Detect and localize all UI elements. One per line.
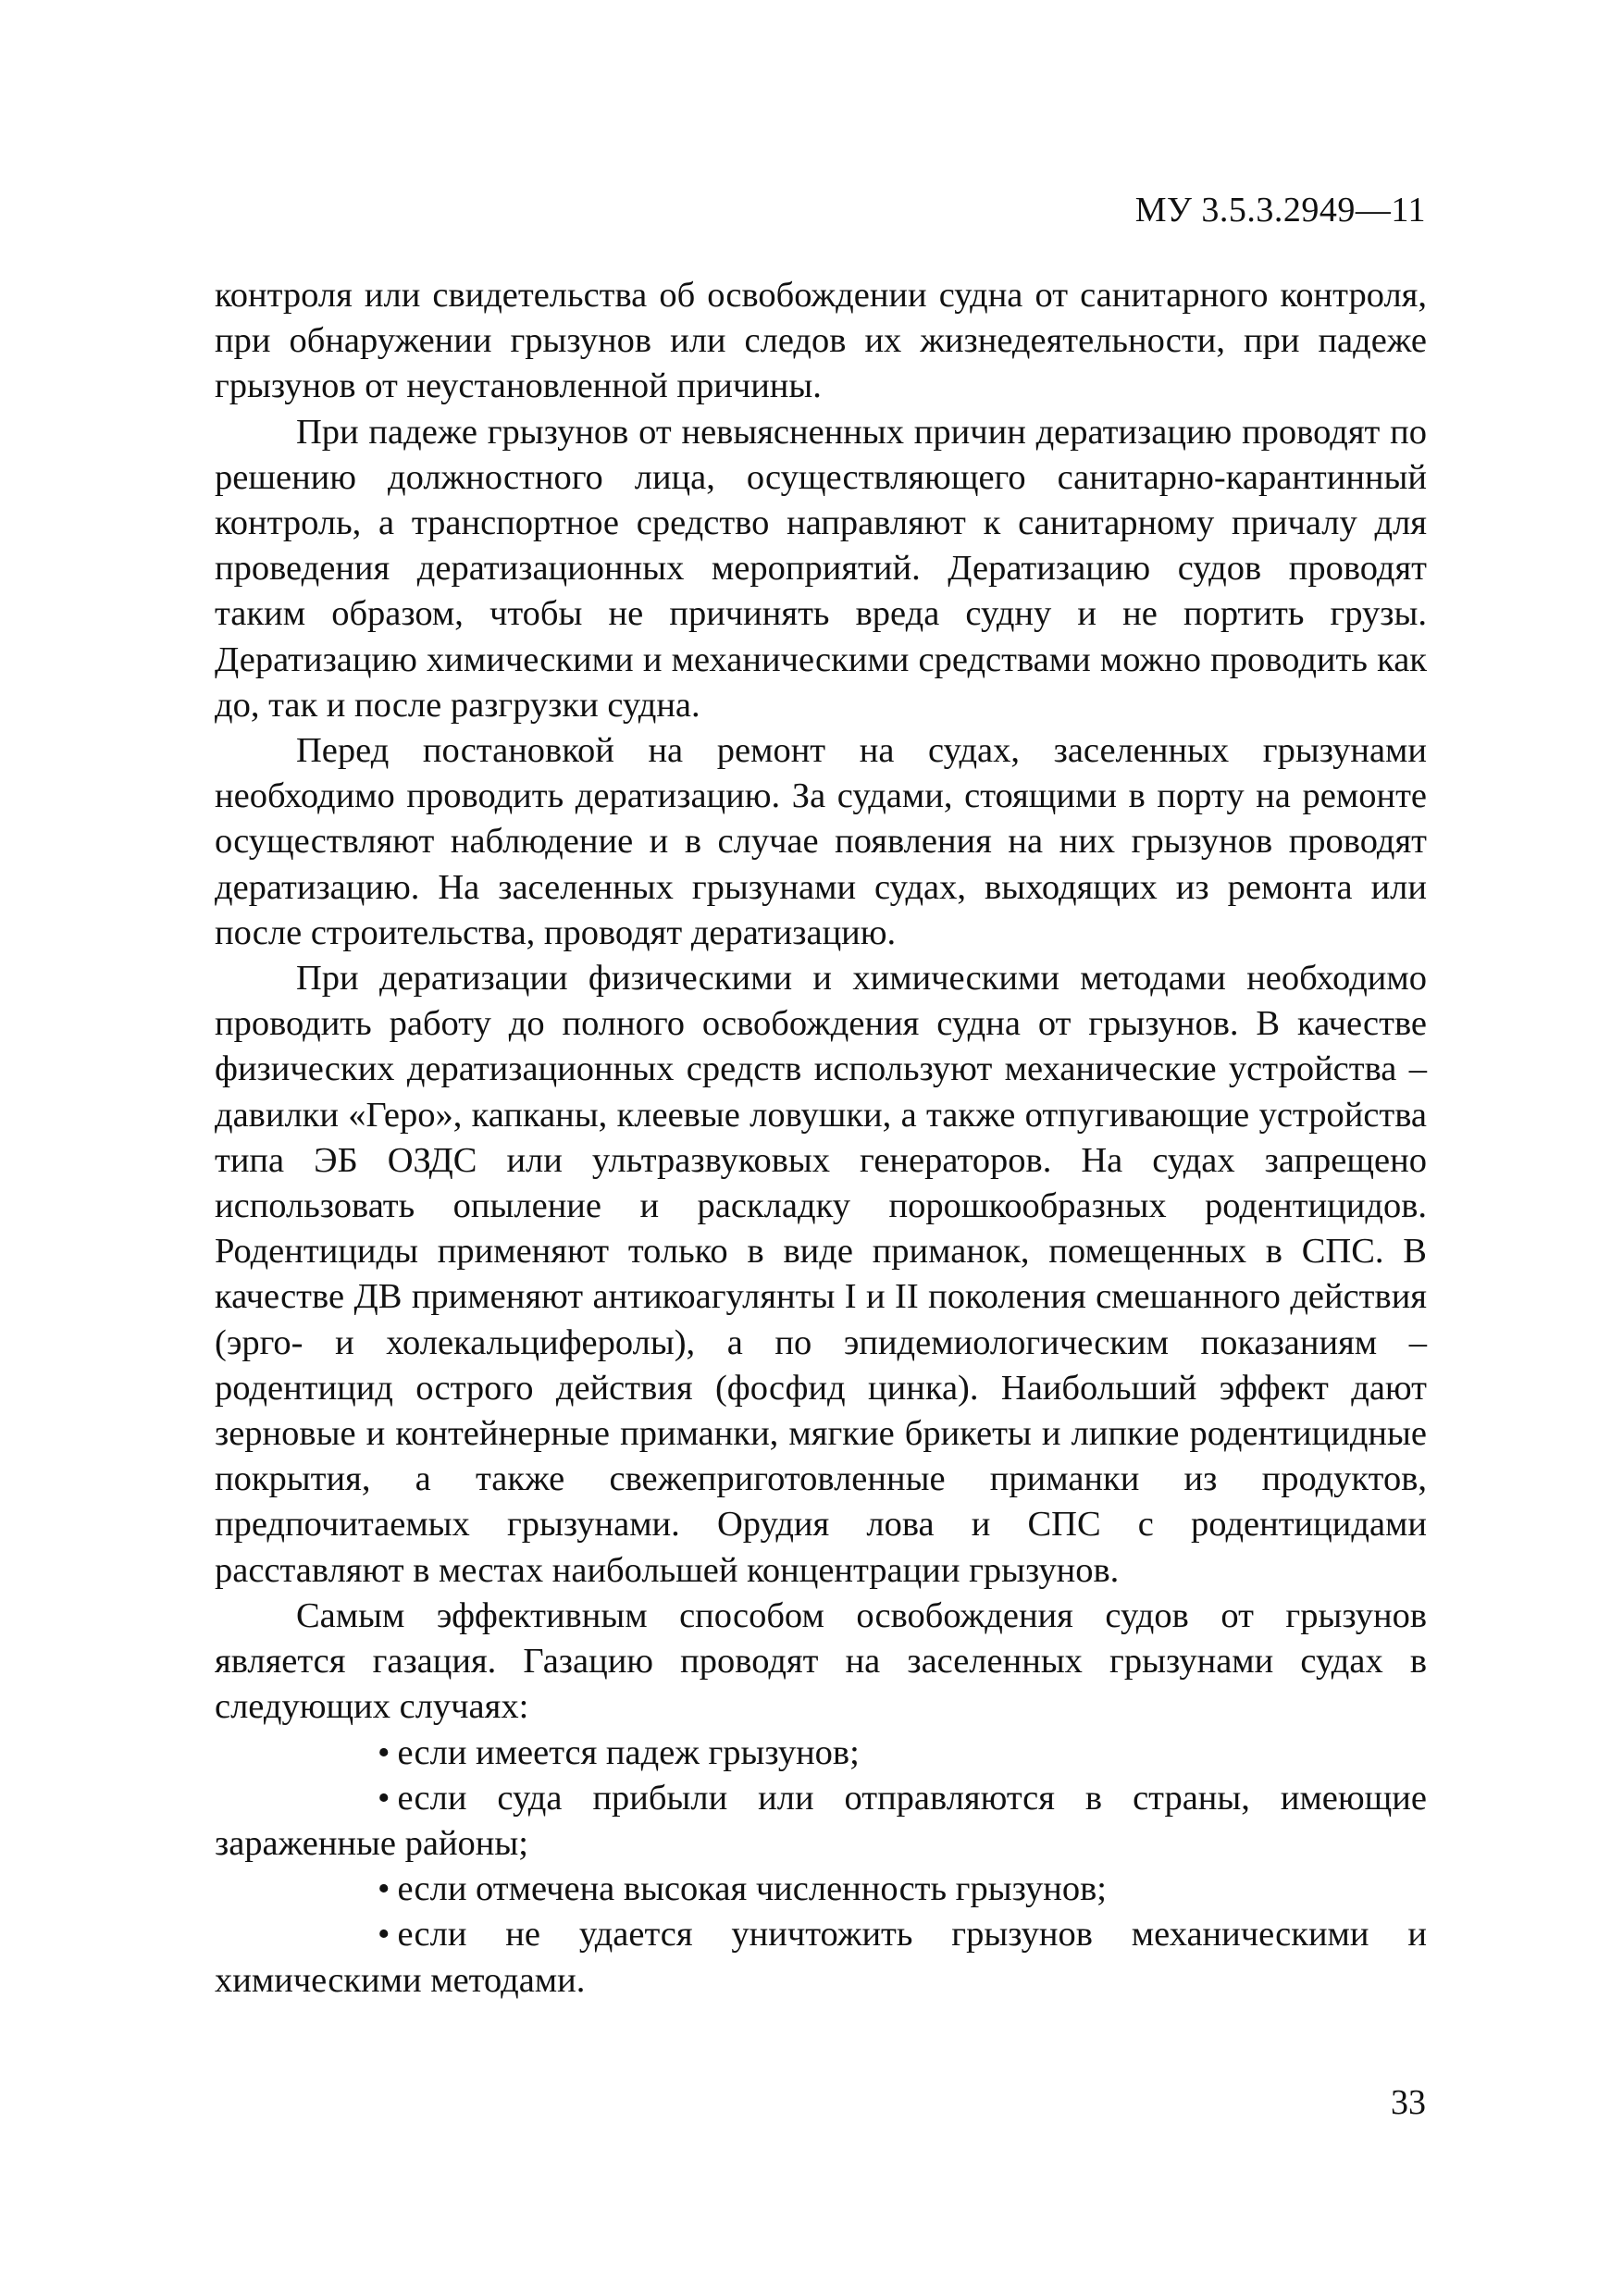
paragraph-repair-deratization: Перед постановкой на ремонт на судах, заселенных грызунами необходимо проводить дератизацию. За судами, стоящими в порту на ремонте осуществляют наблюдение и в случае появления на них грызунов проводят дератизацию. На заселенных грызунами судах, выходящих из ремонта или после строительства, проводят дератизацию. bbox=[215, 731, 1427, 952]
paragraph-deratization-decision: При падеже грызунов от невыясненных причин дератизацию проводят по решению должностного лица, осуществляющего санитарно-карантинный контроль, а транспортное средство направляют к санитарному причалу для проведения дератизационных мероприятий. Дератизацию судов проводят таким образом, чтобы не причинять вреда судну и не портить грузы. Дератизацию химическими и механическими средствами можно проводить как до, так и после разгрузки судна. bbox=[215, 412, 1427, 725]
document-code-header: МУ 3.5.3.2949—11 bbox=[1134, 191, 1426, 230]
bullet-text: если отмечена высокая численность грызунов; bbox=[397, 1869, 1107, 1909]
paragraph-physical-chemical-methods: При дератизации физическими и химическими методами необходимо проводить работу до полного освобождения судна от грызунов. В качестве физических дератизационных средств используют механические устройства – давилки «Геро», капканы, клеевые ловушки, а также отпугивающие устройства типа ЭБ ОЗДС или ультразвуковых генераторов. На судах запрещено использовать опыление и раскладку порошкообразных родентицидов. Родентициды применяют только в виде приманок, помещенных в СПС. В качестве ДВ применяют антикоагулянты I и II поколения смешанного действия (эрго- и холекальциферолы), а по эпидемиологическим показаниям – родентицид острого действия (фосфид цинка). Наибольший эффект дают зерновые и контейнерные приманки, мягкие брикеты и липкие родентицидные покрытия, а также свежеприготовленные приманки из продуктов, предпочитаемых грызунами. Орудия лова и СПС с родентицидами расставляют в местах наибольшей концентрации грызунов. bbox=[215, 959, 1427, 1590]
bullet-item bbox=[215, 1867, 1427, 1912]
paragraph-continuation: контроля или свидетельства об освобождении судна от санитарного контроля, при обнаружении грызунов или следов их жизнедеятельности, при падеже грызунов от неустановленной причины. bbox=[215, 276, 1427, 406]
bullet-item bbox=[215, 1731, 1427, 1776]
bullet-icon: • bbox=[378, 1869, 390, 1909]
bullet-item bbox=[215, 1912, 1427, 2003]
document-body bbox=[215, 273, 1427, 2004]
bullet-icon: • bbox=[378, 1778, 390, 1818]
bullet-text: если имеется падеж грызунов; bbox=[397, 1732, 860, 1772]
bullet-text: если не удается уничтожить грызунов механическими и химическими методами. bbox=[215, 1915, 1427, 2000]
paragraph-gassing: Самым эффективным способом освобождения судов от грызунов является газация. Газацию проводят на заселенных грызунами судах в следующих случаях: bbox=[215, 1595, 1427, 1727]
bullet-text: если суда прибыли или отправляются в страны, имеющие зараженные районы; bbox=[215, 1778, 1427, 1863]
bullet-icon: • bbox=[378, 1732, 390, 1772]
bullet-item bbox=[215, 1776, 1427, 1867]
bullet-icon: • bbox=[378, 1915, 390, 1955]
page-number: 33 bbox=[1391, 2083, 1426, 2122]
